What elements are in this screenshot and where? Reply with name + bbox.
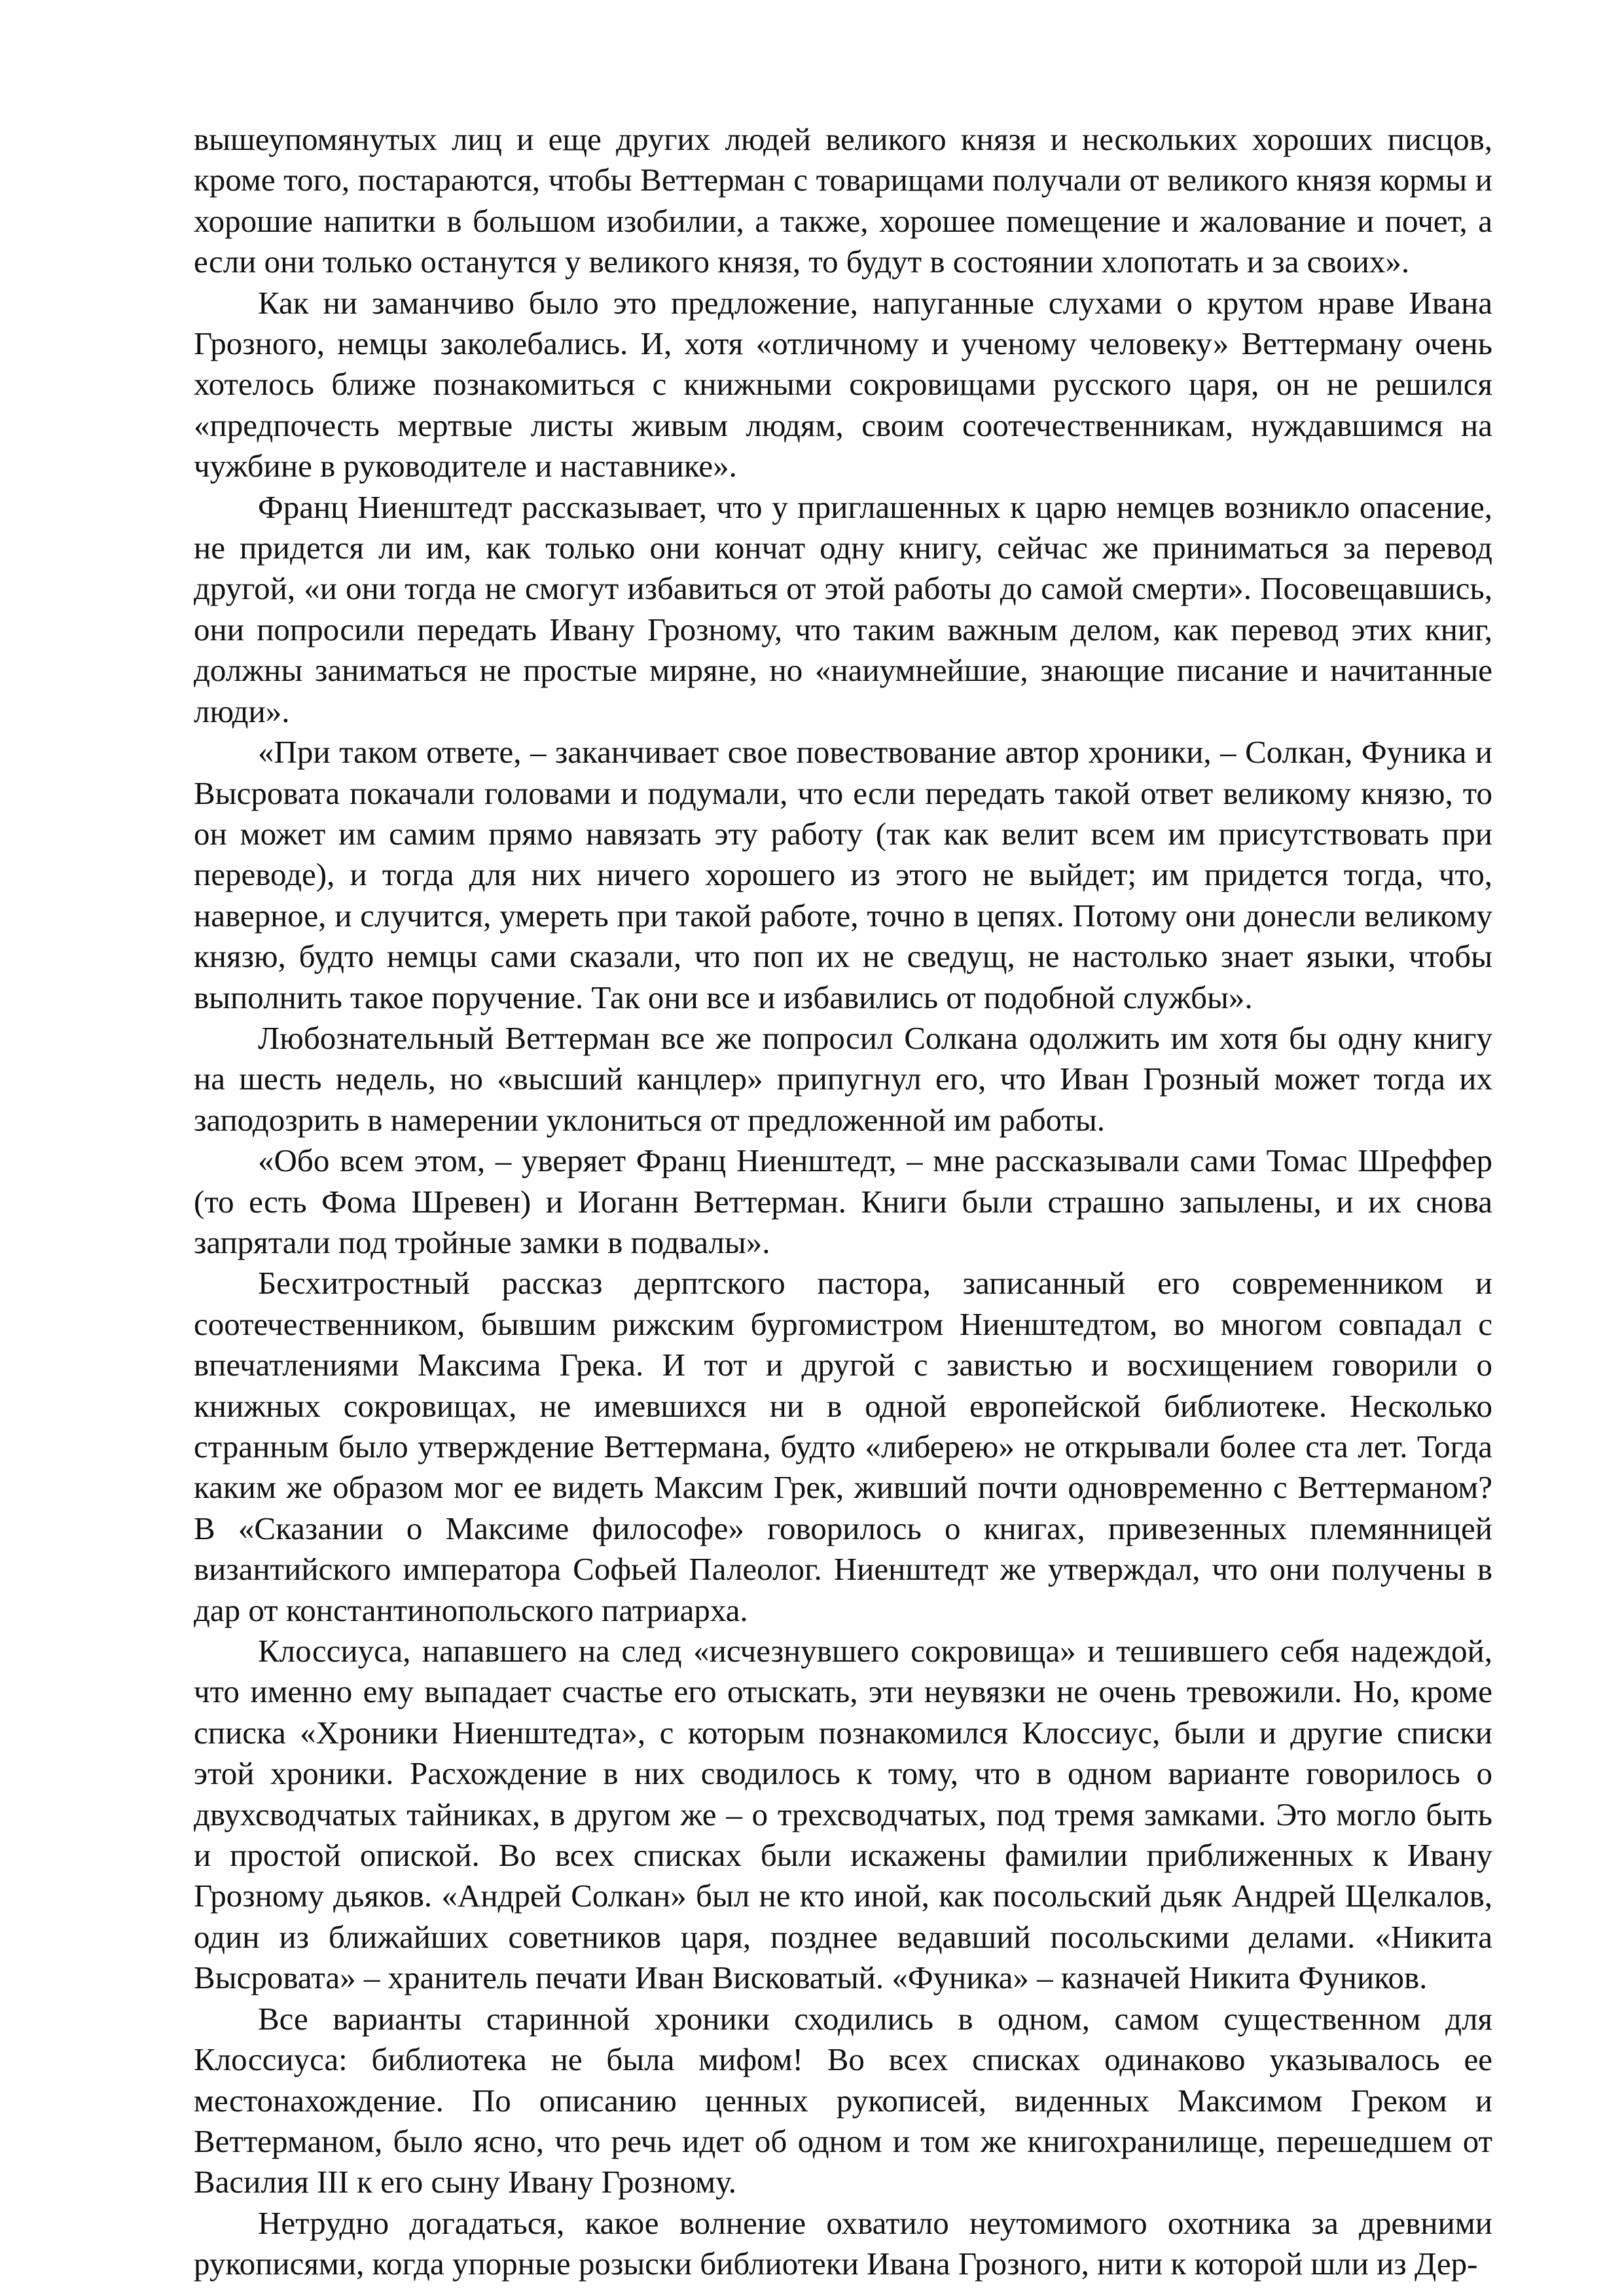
- document-page: [194, 119, 1492, 2285]
- paragraph-7: Бесхитростный рассказ дерптского пастора, записанный его современником и соотечественником, бывшим рижским бургомистром Ниенштедтом, во многом совпадал с впечатлениями Максима Грека. И тот и другой с завистью и восхищением говорили о книжных сокровищах, не имевшихся ни в одной европейской библиотеке. Несколько странным было утверждение Веттермана, будто «либерею» не открывали более ста лет. Тогда каким же образом мог ее видеть Максим Грек, живший почти одновременно с Веттерманом? В «Сказании о Максиме философе» говорилось о книгах, привезенных племянницей византийского императора Софьей Палеолог. Ниенштедт же утверждал, что они получены в дар от константинопольского патриарха.: [194, 1265, 1492, 1628]
- paragraph-1: вышеупомянутых лиц и еще других людей великого князя и нескольких хороших писцов, кроме того, постараются, чтобы Веттерман с товарищами получали от великого князя кормы и хорошие напитки в большом изобилии, а также, хорошее помещение и жалование и почет, а если они только останутся у великого князя, то будут в состоянии хлопотать и за своих».: [194, 121, 1492, 280]
- paragraph-4: «При таком ответе, – заканчивает свое повествование автор хроники, – Солкан, Фуника и Высровата покачали головами и подумали, что если передать такой ответ великому князю, то он может им самим прямо навязать эту работу (так как велит всем им присутствовать при переводе), и тогда для них ничего хорошего из этого не выйдет; им придется тогда, что, наверное, и случится, умереть при такой работе, точно в цепях. Потому они донесли великому князю, будто немцы сами сказали, что поп их не сведущ, не настолько знает языки, чтобы выполнить такое поручение. Так они все и избавились от подобной службы».: [194, 734, 1492, 1015]
- paragraph-10: Нетрудно догадаться, какое волнение охватило неутомимого охотника за древними рукописями, когда упорные розыски библиотеки Ивана Грозного, нити к которой шли из Дер-: [194, 2204, 1492, 2282]
- paragraph-3: Франц Ниенштедт рассказывает, что у приглашенных к царю немцев возникло опасение, не придется ли им, как только они кончат одну книгу, сейчас же приниматься за перевод другой, «и они тогда не смогут избавиться от этой работы до самой смерти». Посовещавшись, они попросили передать Ивану Грозному, что таким важным делом, как перевод этих книг, должны заниматься не простые миряне, но «наиумнейшие, знающие писание и начитанные люди».: [194, 488, 1492, 729]
- paragraph-2: Как ни заманчиво было это предложение, напуганные слухами о крутом нраве Ивана Грозного, немцы заколебались. И, хотя «отличному и ученому человеку» Веттерману очень хотелось ближе познакомиться с книжными сокровищами русского царя, он не решился «предпочесть мертвые листы живым людям, своим соотечественникам, нуждавшимся на чужбине в руководителе и наставнике».: [194, 284, 1492, 484]
- paragraph-5: Любознательный Веттерман все же попросил Солкана одолжить им хотя бы одну книгу на шесть недель, но «высший канцлер» припугнул его, что Иван Грозный может тогда их заподозрить в намерении уклониться от предложенной им работы.: [194, 1019, 1492, 1138]
- paragraph-8: Клоссиуса, напавшего на след «исчезнувшего сокровища» и тешившего себя надеждой, что именно ему выпадает счастье его отыскать, эти неувязки не очень тревожили. Но, кроме списка «Хроники Ниенштедта», с которым познакомился Клоссиус, были и другие списки этой хроники. Расхождение в них сводилось к тому, что в одном варианте говорилось о двухсводчатых тайниках, в другом же – о трехсводчатых, под тремя замками. Это могло быть и простой опиской. Во всех списках были искажены фамилии приближенных к Ивану Грозному дьяков. «Андрей Солкан» был не кто иной, как посольский дьяк Андрей Щелкалов, один из ближайших советников царя, позднее ведавший посольскими делами. «Никита Высровата» – хранитель печати Иван Висковатый. «Фуника» – казначей Никита Фуников.: [194, 1633, 1492, 1996]
- paragraph-6: «Обо всем этом, – уверяет Франц Ниенштедт, – мне рассказывали сами Томас Шреффер (то есть Фома Шревен) и Иоганн Веттерман. Книги были страшно запылены, и их снова запрятали под тройные замки в подвалы».: [194, 1142, 1492, 1260]
- paragraph-9: Все варианты старинной хроники сходились в одном, самом существенном для Клоссиуса: библиотека не была мифом! Во всех списках одинаково указывалось ее местонахождение. По описанию ценных рукописей, виденных Максимом Греком и Веттерманом, было ясно, что речь идет об одном и том же книгохранилище, перешедшем от Василия III к его сыну Ивану Грозному.: [194, 2000, 1492, 2200]
